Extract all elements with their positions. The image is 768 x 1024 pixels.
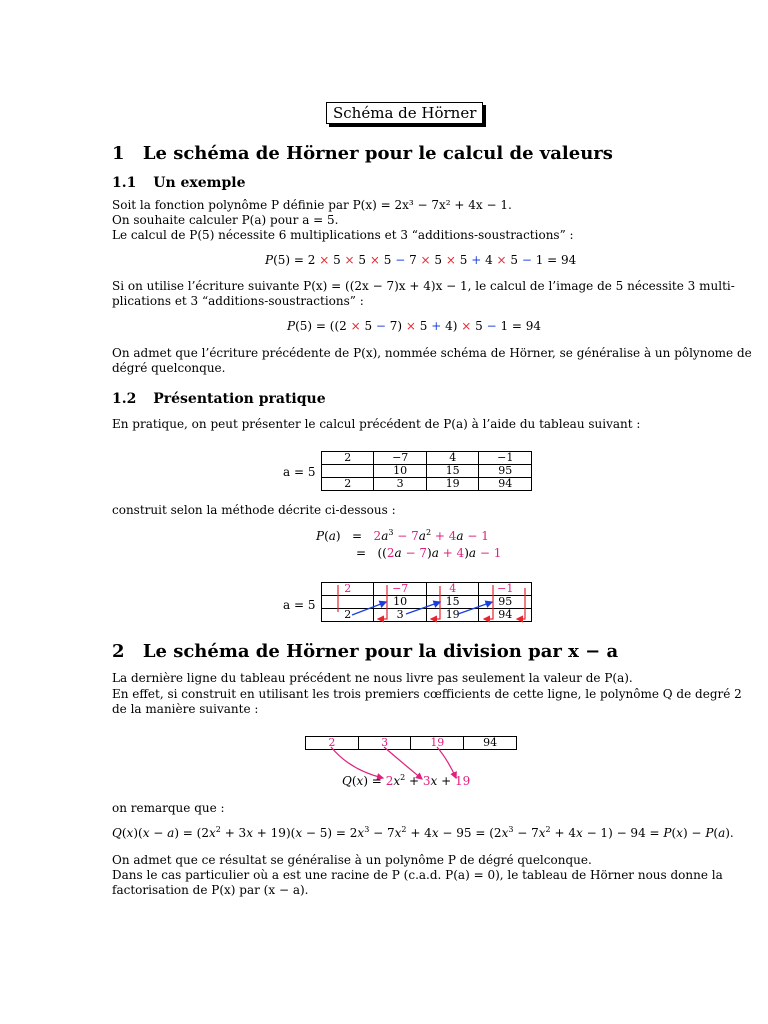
equation-expanded: $P(a) = 2a^3 - 7a^2 + 4a - 1$ <box>316 528 489 543</box>
table-cell: 2 <box>322 452 374 465</box>
table-cell: 95 <box>479 465 532 478</box>
table-cell: −1 <box>479 452 532 465</box>
paragraph-manner: de la manière suivante : <box>112 702 259 716</box>
table-cell: 10 <box>374 465 427 478</box>
table2-label: a = 5 <box>283 598 316 612</box>
subsection-number: 1.2 <box>112 391 137 407</box>
section-title: Le schéma de Hörner pour la division par x − a <box>142 641 619 662</box>
table-cell: −7 <box>374 583 427 596</box>
subsection-title: Un exemple <box>153 175 246 191</box>
table-cell: 94 <box>479 478 532 491</box>
subsection-number: 1.1 <box>112 175 137 191</box>
document-title: Schéma de Hörner <box>326 102 483 124</box>
table-cell: 2 <box>322 478 374 491</box>
equation-identity: $Q(x)(x - a) = (2x^2 + 3x + 19)(x - 5) = 2x^3 - 7x^2 + 4x - 95 = (2x^3 - 7x^2 + 4x - 1) - 94 = P(x) - P(a)$. <box>112 825 734 840</box>
paragraph-horner-form-2: plications et 3 “additions-soustractions” : <box>112 294 364 308</box>
paragraph-definition: Soit la fonction polynôme P définie par P(x) = 2x³ − 7x² + 4x − 1. <box>112 198 512 212</box>
paragraph-goal: On souhaite calculer P(a) pour a = 5. <box>112 213 339 227</box>
section-number: 1 <box>112 143 125 164</box>
table-cell: 95 <box>479 596 532 609</box>
equation-horner: P(5) = ((2 × 5 − 7) × 5 + 4) × 5 − 1 = 94 <box>287 319 542 333</box>
paragraph-root-case-2: factorisation de P(x) par (x − a). <box>112 883 309 897</box>
paragraph-practice: En pratique, on peut présenter le calcul précédent de P(a) à l’aide du tableau suivant : <box>112 417 641 431</box>
table-cell: 2 <box>306 737 359 750</box>
table-cell: 2 <box>322 583 374 596</box>
equation-naive: P(5) = 2 × 5 × 5 × 5 − 7 × 5 × 5 + 4 × 5 − 1 = 94 <box>265 253 577 267</box>
equation-factored: = ((2a − 7)a + 4)a − 1 <box>356 546 502 560</box>
paragraph-count: Le calcul de P(5) nécessite 6 multiplications et 3 “additions-soustractions” : <box>112 228 574 242</box>
table-cell: −1 <box>479 583 532 596</box>
paragraph-remark: on remarque que : <box>112 801 225 815</box>
subsection-title: Présentation pratique <box>153 391 326 407</box>
table-cell: 3 <box>358 737 411 750</box>
paragraph-construct: En effet, si construit en utilisant les trois premiers cœfficients de cette ligne, le polynôme Q de degré 2 <box>112 687 742 701</box>
paragraph-root-case-1: Dans le cas particulier où a est une racine de P (c.a.d. P(a) = 0), le tableau de Hörner nous donne la <box>112 868 723 882</box>
table-cell: 2 <box>322 609 374 622</box>
table-cell: 3 <box>374 609 427 622</box>
paragraph-admit-2: dégré quelconque. <box>112 361 226 375</box>
paragraph-admit-1: On admet que l’écriture précédente de P(x), nommée schéma de Hörner, se généralise à un pôlynome de <box>112 346 752 360</box>
table-cell: −7 <box>374 452 427 465</box>
paragraph-method: construit selon la méthode décrite ci-dessous : <box>112 503 396 517</box>
section-number: 2 <box>112 641 125 662</box>
paragraph-generalize: On admet que ce résultat se généralise à un polynôme P de dégré quelconque. <box>112 853 592 867</box>
table-cell: 94 <box>464 737 517 750</box>
table1-label: a = 5 <box>283 465 316 479</box>
table-cell: 19 <box>426 478 479 491</box>
table-cell: 15 <box>426 596 479 609</box>
table-cell: 15 <box>426 465 479 478</box>
section-title: Le schéma de Hörner pour le calcul de valeurs <box>142 143 613 164</box>
table-cell: 4 <box>426 583 479 596</box>
table-cell: 94 <box>479 609 532 622</box>
table-cell: 3 <box>374 478 427 491</box>
paragraph-last-row: La dernière ligne du tableau précédent ne nous livre pas seulement la valeur de P(a). <box>112 671 633 685</box>
paragraph-horner-form-1: Si on utilise l’écriture suivante P(x) = ((2x − 7)x + 4)x − 1, le calcul de l’image de 5 nécessite 3 multi- <box>112 279 735 293</box>
table-cell: 4 <box>426 452 479 465</box>
table-cell: 10 <box>374 596 427 609</box>
table-cell: 19 <box>411 737 464 750</box>
table-cell: 19 <box>426 609 479 622</box>
equation-quotient: $Q(x) = 2x^2 + 3x + 19$ <box>342 773 471 788</box>
